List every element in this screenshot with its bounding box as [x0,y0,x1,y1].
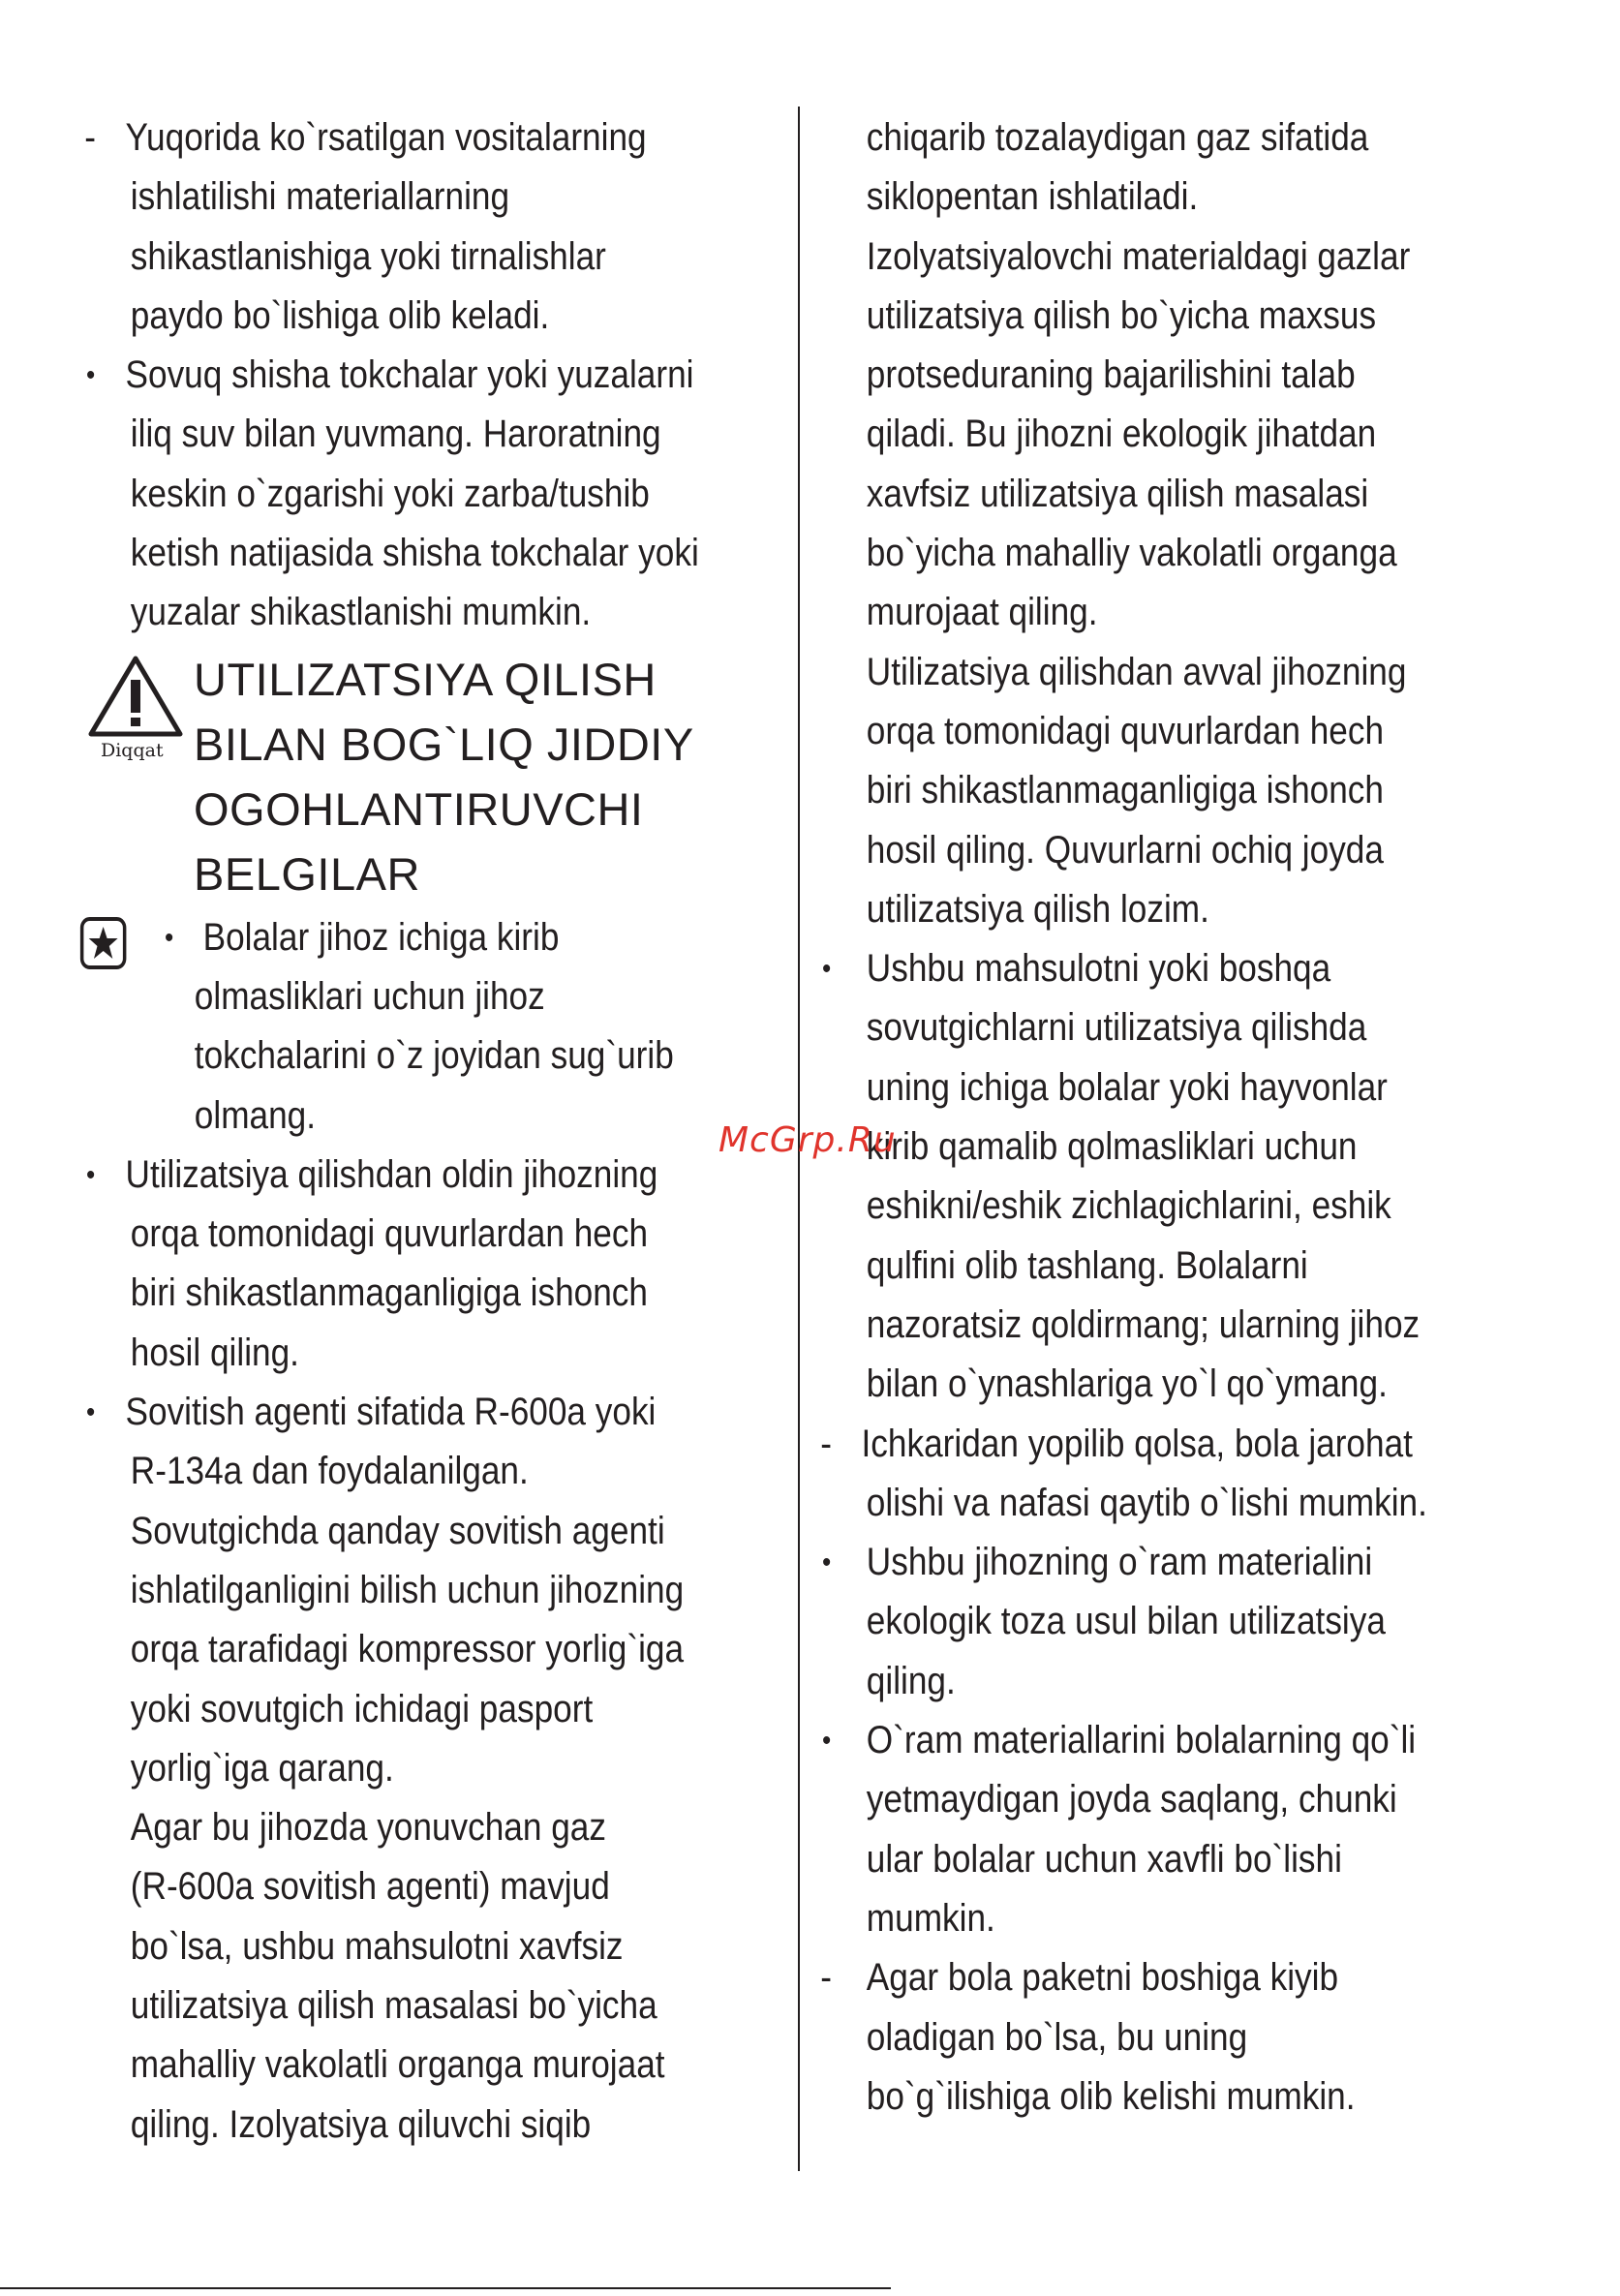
heading-line: BELGILAR [194,847,420,900]
text-line: ekologik toza usul bilan utilizatsiya [866,1600,1386,1643]
bullet-marker: • [822,1725,832,1758]
text-line: olmasliklari uchun jihoz [194,974,545,1018]
text-line: (R-600a sovitish agenti) mavjud [130,1865,610,1909]
text-line: orqa tomonidagi quvurlardan hech [130,1212,649,1256]
dash-marker: - [820,1956,833,2000]
text-line: Utilizatsiya qilishdan oldin jihozning [125,1152,658,1196]
text-line: nazoratsiz qoldirmang; ularning jihoz [866,1302,1421,1346]
text-line: orqa tarafidagi kompressor yorlig`iga [130,1628,685,1671]
heading-line: UTILIZATSIYA QILISH [194,653,657,705]
text-line: yoki sovutgich ichidagi pasport [130,1687,594,1730]
text-line: yuzalar shikastlanishi mumkin. [130,591,592,634]
text-line: Sovutgichda qanday sovitish agenti [130,1509,665,1552]
heading-line: BILAN BOG`LIQ JIDDIY [194,718,694,770]
text-line: murojaat qiling. [866,591,1098,634]
list-item [815,1711,1417,1948]
text-line: utilizatsiya qilish lozim. [866,887,1209,931]
bullet-marker: • [86,1158,96,1191]
list-item [815,1415,1427,1534]
text-line: ketish natijasida shisha tokchalar yoki [130,532,699,575]
bottom-rule [0,2287,891,2289]
text-line: hosil qiling. Quvurlarni ochiq joyda [866,828,1384,872]
text-line: siklopentan ishlatiladi. [866,175,1199,219]
list-item [79,1383,701,2155]
text-line: Sovitish agenti sifatida R-600a yoki [125,1391,657,1434]
list-item [79,108,701,346]
text-line: mumkin. [866,1896,995,1940]
text-line: qiling. [866,1659,956,1702]
text-line: yetmaydigan joyda saqlang, chunki [866,1778,1397,1821]
text-line: utilizatsiya qilish bo`yicha maxsus [866,293,1377,337]
text-line: kirib qamalib qolmasliklari uchun [866,1125,1358,1169]
text-line: qiling. Izolyatsiya qiluvchi siqib [130,2102,592,2146]
warning-caption: Diqqat [101,739,164,761]
left-column [79,108,786,2155]
text-line: R-134a dan foydalanilgan. [130,1450,529,1493]
text-line: protseduraning bajarilishini talab [866,353,1356,397]
text-line: orqa tomonidagi quvurlardan hech [866,709,1385,752]
bullet-marker: • [165,921,174,954]
text-line: keskin o`zgarishi yoki zarba/tushib [130,472,650,515]
text-line: Ushbu mahsulotni yoki boshqa [866,947,1331,991]
text-line: Bolalar jihoz ichiga kirib [202,915,560,959]
bullet-marker: • [822,1546,832,1579]
text-line: olishi va nafasi qaytib o`lishi mumkin. [866,1481,1427,1524]
text-line: biri shikastlanmaganligiga ishonch [866,769,1384,812]
heading-line: OGOHLANTIRUVCHI [194,782,644,835]
list-item [815,939,1421,1414]
list-item [79,346,701,642]
text-line: eshikni/eshik zichlagichlarini, eshik [866,1184,1391,1228]
warning-triangle-icon [87,655,184,742]
text-line: biri shikastlanmaganligiga ishonch [130,1271,648,1315]
text-line: ishlatilishi materiallarning [130,175,510,219]
text-line: paydo bo`lishiga olib keladi. [130,293,550,337]
list-item [79,1146,701,1383]
text-line: Sovuq shisha tokchalar yoki yuzalarni [125,353,694,397]
bullet-marker: • [822,953,832,986]
text-line: O`ram materiallarini bolalarning qo`li [866,1719,1417,1762]
star-icon [79,916,127,970]
text-line: Ichkaridan yopilib qolsa, bola jarohat [861,1422,1413,1465]
watermark: McGrp.Ru [718,1120,897,1160]
text-line: hosil qiling. [130,1331,299,1374]
text-line: bo`g`ilishiga olib kelishi mumkin. [866,2074,1356,2118]
list-item [815,1533,1412,1711]
text-line: bilan o`ynashlariga yo`l qo`ymang. [866,1362,1388,1406]
star-note [79,908,701,1146]
text-line: Utilizatsiya qilishdan avval jihozning [866,650,1407,693]
text-line: bo`lsa, ushbu mahsulotni xavfsiz [130,1924,624,1968]
section-heading [194,647,694,906]
text-line: qulfini olib tashlang. Bolalarni [866,1243,1308,1287]
text-line: ishlatilganligini bilish uchun jihozning [130,1568,685,1611]
text-line: bo`yicha mahalliy vakolatli organga [866,532,1397,575]
text-line: chiqarib tozalaydigan gaz sifatida [866,116,1369,159]
text-line: uning ichiga bolalar yoki hayvonlar [866,1065,1388,1109]
text-line: olmang. [194,1093,317,1137]
text-line: Izolyatsiyalovchi materialdagi gazlar [866,234,1411,278]
text-line: Yuqorida ko`rsatilgan vositalarning [125,116,647,159]
right-column [815,108,1493,2127]
text-line: Ushbu jihozning o`ram materialini [866,1541,1373,1584]
text-line: tokchalarini o`z joyidan sug`urib [194,1034,674,1078]
text-line: Agar bola paketni boshiga kiyib [866,1956,1339,2000]
warning-section [79,655,786,908]
text-line: iliq suv bilan yuvmang. Haroratning [130,413,661,456]
text-line: qiladi. Bu jihozni ekologik jihatdan [866,413,1377,456]
text-line: oladigan bo`lsa, bu uning [866,2015,1248,2059]
text-line: utilizatsiya qilish masalasi bo`yicha [130,1984,657,2028]
text-line: yorlig`iga qarang. [130,1746,394,1790]
bullet-marker: • [86,359,96,392]
dash-marker: - [820,1422,833,1465]
text-line: Agar bu jihozda yonuvchan gaz [130,1806,606,1850]
text-line: xavfsiz utilizatsiya qilish masalasi [866,472,1369,515]
text-line: mahalliy vakolatli organga murojaat [130,2043,665,2087]
list-item [815,1948,1412,2127]
text-line: sovutgichlarni utilizatsiya qilishda [866,1006,1367,1050]
paragraph [815,108,1412,939]
bullet-marker: • [86,1396,96,1429]
text-line: ular bolalar uchun xavfli bo`lishi [866,1837,1342,1881]
text-line: shikastlanishiga yoki tirnalishlar [130,234,606,278]
dash-marker: - [84,116,97,159]
